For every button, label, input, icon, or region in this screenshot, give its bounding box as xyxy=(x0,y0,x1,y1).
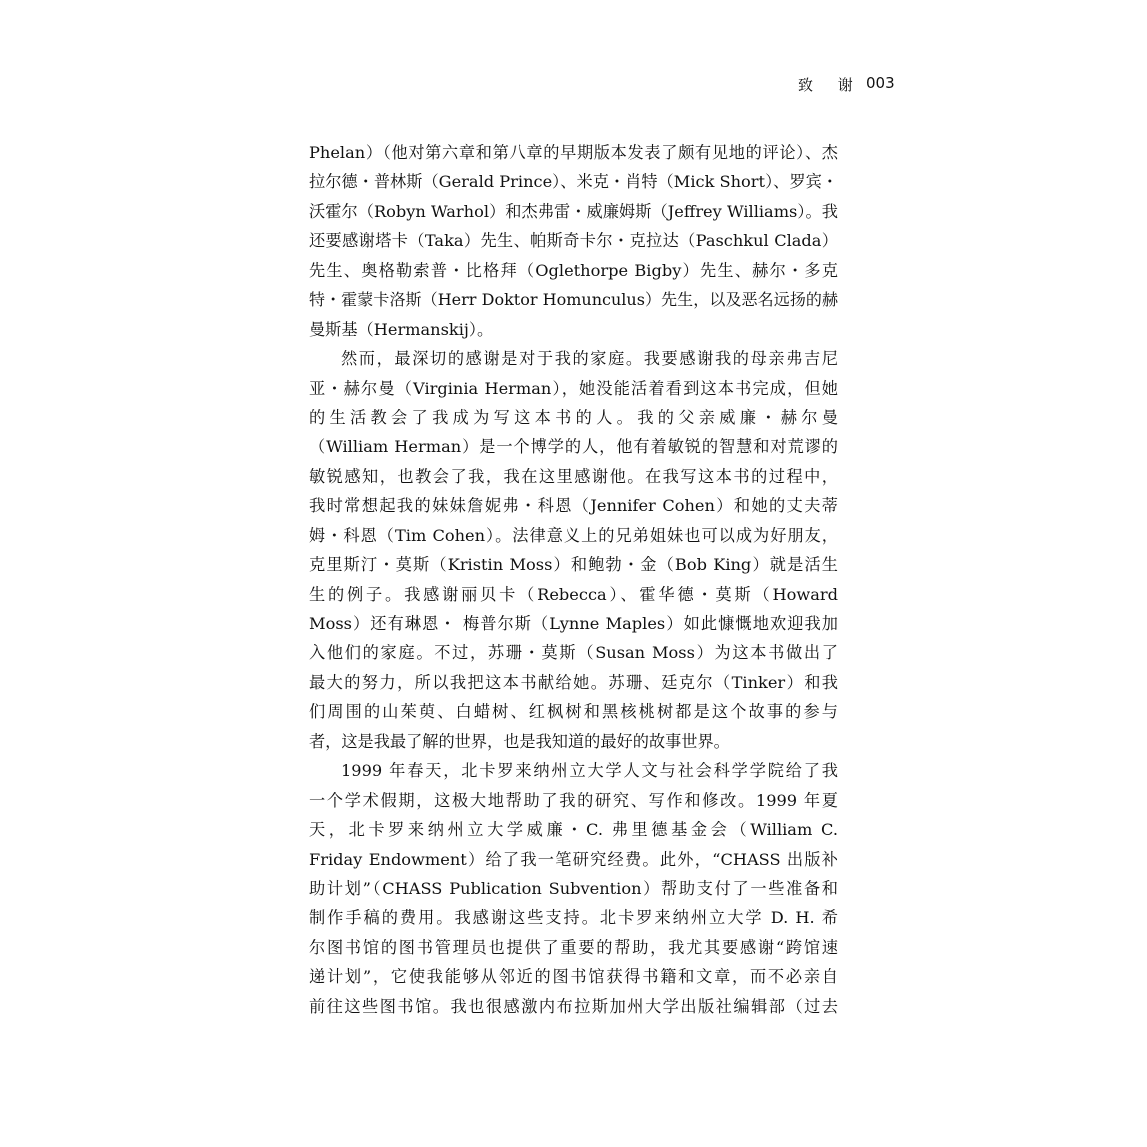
text-line: 尔图书馆的图书管理员也提供了重要的帮助，我尤其要感谢“跨馆速 xyxy=(309,937,838,957)
text-line: 曼斯基（Hermanskij）。 xyxy=(309,319,494,339)
text-line: 拉尔德・普林斯（Gerald Prince）、米克・肖特（Mick Short）、罗宾・ xyxy=(309,172,838,192)
text-line: 我时常想起我的妹妹詹妮弗・科恩（Jennifer Cohen）和她的丈夫蒂 xyxy=(309,496,838,516)
text-line: 1999 年春天，北卡罗来纳州立大学人文与社会科学学院给了我 xyxy=(341,761,838,781)
text-line: 姆・科恩（Tim Cohen）。法律意义上的兄弟姐妹也可以成为好朋友， xyxy=(309,525,838,545)
text-line: 一个学术假期，这极大地帮助了我的研究、写作和修改。1999 年夏 xyxy=(309,790,838,810)
paragraph-2 xyxy=(309,344,838,756)
paragraph-1 xyxy=(309,138,838,344)
text-line: 敏锐感知，也教会了我，我在这里感谢他。在我写这本书的过程中， xyxy=(309,466,838,486)
text-line: 天，北卡罗来纳州立大学威廉・C. 弗里德基金会（William C. xyxy=(309,820,838,840)
text-line: 然而，最深切的感谢是对于我的家庭。我要感谢我的母亲弗吉尼 xyxy=(341,349,838,369)
text-line: 沃霍尔（Robyn Warhol）和杰弗雷・威廉姆斯（Jeffrey Williams）。我 xyxy=(309,201,838,221)
text-line: 最大的努力，所以我把这本书献给她。苏珊、廷克尔（Tinker）和我 xyxy=(309,672,838,692)
text-line: 先生、奥格勒索普・比格拜（Oglethorpe Bigby）先生、赫尔・多克 xyxy=(309,260,838,280)
text-line: 们周围的山茱萸、白蜡树、红枫树和黑核桃树都是这个故事的参与 xyxy=(309,702,838,722)
text-line: 亚・赫尔曼（Virginia Herman），她没能活着看到这本书完成，但她 xyxy=(309,378,838,398)
text-line: 生的例子。我感谢丽贝卡（Rebecca）、霍华德・莫斯（Howard xyxy=(309,584,838,604)
text-line: 助计划”（CHASS Publication Subvention）帮助支付了一些准备和 xyxy=(309,878,838,898)
running-header xyxy=(780,72,900,96)
text-line: 者，这是我最了解的世界，也是我知道的最好的故事世界。 xyxy=(309,731,730,751)
text-line: 特・霍蒙卡洛斯（Herr Doktor Homunculus）先生，以及恶名远扬的赫 xyxy=(309,290,838,310)
text-line: Phelan）（他对第六章和第八章的早期版本发表了颇有见地的评论）、杰 xyxy=(309,143,838,162)
text-line: 入他们的家庭。不过，苏珊・莫斯（Susan Moss）为这本书做出了 xyxy=(309,643,838,663)
text-line: Moss）还有琳恩・ 梅普尔斯（Lynne Maples）如此慷慨地欢迎我加 xyxy=(309,614,838,633)
body-text xyxy=(309,138,838,1021)
text-line: 还要感谢塔卡（Taka）先生、帕斯奇卡尔・克拉达（Paschkul Clada） xyxy=(309,231,838,251)
text-line: 制作手稿的费用。我感谢这些支持。北卡罗来纳州立大学 D. H. 希 xyxy=(309,908,838,928)
section-title: 致 谢 xyxy=(798,76,863,94)
text-line: 克里斯汀・莫斯（Kristin Moss）和鲍勃・金（Bob King）就是活生 xyxy=(309,555,838,575)
paragraph-3 xyxy=(309,756,838,1021)
page-number: 003 xyxy=(866,74,895,92)
text-line: （William Herman）是一个博学的人，他有着敏锐的智慧和对荒谬的 xyxy=(309,437,838,457)
text-line: 的生活教会了我成为写这本书的人。我的父亲威廉・赫尔曼 xyxy=(309,407,838,427)
text-line: Friday Endowment）给了我一笔研究经费。此外，“CHASS 出版补 xyxy=(309,849,838,869)
text-line: 前往这些图书馆。我也很感激内布拉斯加州大学出版社编辑部（过去 xyxy=(309,996,838,1016)
text-line: 递计划”，它使我能够从邻近的图书馆获得书籍和文章，而不必亲自 xyxy=(309,967,838,987)
